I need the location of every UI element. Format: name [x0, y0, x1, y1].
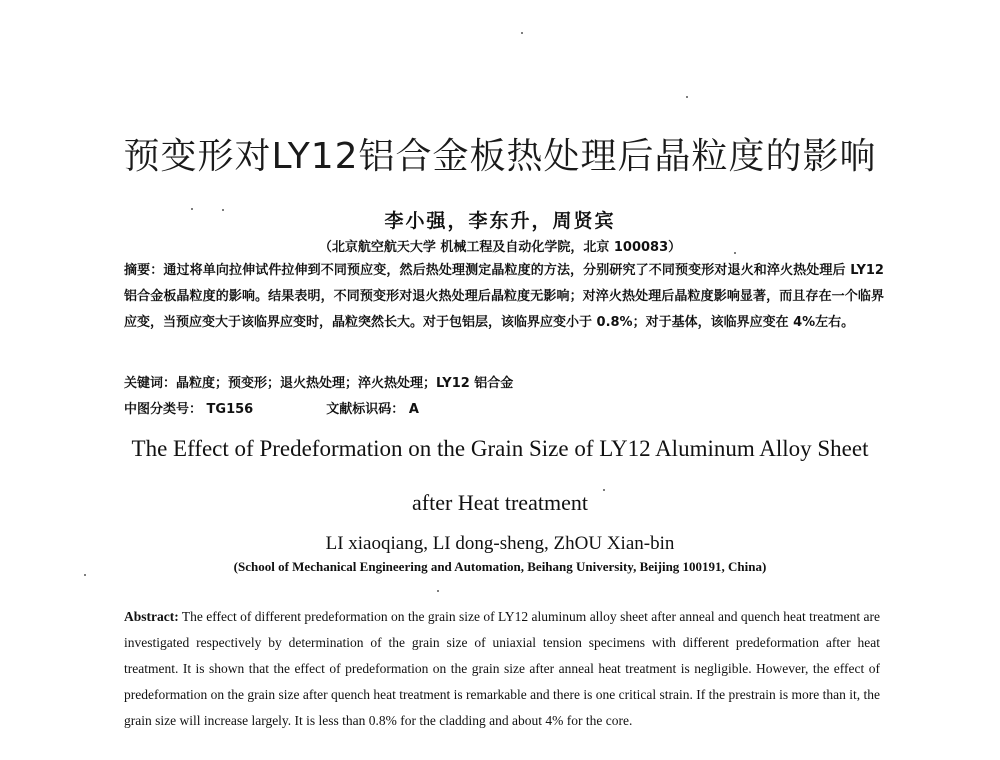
scan-speck	[686, 96, 688, 98]
chinese-abstract-text: 通过将单向拉伸试件拉伸到不同预应变，然后热处理测定晶粒度的方法，分别研究了不同预变形对退火和淬火热处理后 LY12 铝合金板晶粒度的影响。结果表明，不同预变形对退火热处理后晶粒度无影响；对淬火热处理后晶粒度影响显著，而且存在一个临界应变，当预应变大于该临界应变时，晶粒突然长大。对于包铝层，该临界应变小于 0.8%；对于基体，该临界应变在 4%左右。	[124, 263, 884, 330]
scan-speck	[603, 489, 605, 491]
english-abstract-text: The effect of different predeformation on the grain size of LY12 aluminum alloy sheet after anneal and quench heat treatment are investigated respectively by determination of the grain size of uniaxial tension specimens with different predeformation after heat treatment. It is shown that the effect of predeformation on the grain size after anneal heat treatment is negligible. However, the effect of predeformation on the grain size after quench heat treatment is remarkable and there is one critical strain. If the prestrain is more than it, the grain size will increase largely. It is less than 0.8% for the cladding and about 4% for the core.	[124, 609, 880, 728]
chinese-authors: 李小强，李东升，周贤宾	[384, 210, 616, 232]
english-abstract	[124, 604, 880, 734]
scan-speck	[191, 208, 193, 210]
english-title-line2: after Heat treatment	[412, 490, 588, 515]
scan-speck	[521, 32, 523, 34]
english-affiliation: (School of Mechanical Engineering and Automation, Beihang University, Beijing 100191, China)	[233, 559, 767, 574]
chinese-title: 预变形对LY12铝合金板热处理后晶粒度的影响	[123, 136, 877, 177]
scan-speck	[734, 252, 736, 254]
english-abstract-label: Abstract:	[124, 609, 179, 624]
chinese-abstract	[124, 258, 884, 336]
document-code-label: 文献标识码：	[326, 402, 405, 417]
scan-speck	[84, 574, 86, 576]
chinese-abstract-label: 摘要：	[124, 263, 164, 278]
chinese-affiliation: （北京航空航天大学 机械工程及自动化学院，北京 100083）	[318, 240, 682, 255]
chinese-keywords-label: 关键词：	[124, 376, 177, 391]
classification-value: TG156	[206, 402, 254, 417]
scan-speck	[437, 590, 439, 592]
english-authors: LI xiaoqiang, LI dong-sheng, ZhOU Xian-bin	[325, 533, 675, 554]
chinese-keywords-text: 晶粒度；预变形；退火热处理；淬火热处理；LY12 铝合金	[176, 376, 514, 391]
chinese-keywords	[124, 371, 884, 397]
classification-label: 中图分类号：	[124, 402, 203, 417]
scan-speck	[222, 209, 224, 211]
english-title-line1: The Effect of Predeformation on the Grain Size of LY12 Aluminum Alloy Sheet	[131, 436, 869, 461]
classification-line	[124, 397, 884, 423]
document-code-value: A	[408, 402, 419, 417]
